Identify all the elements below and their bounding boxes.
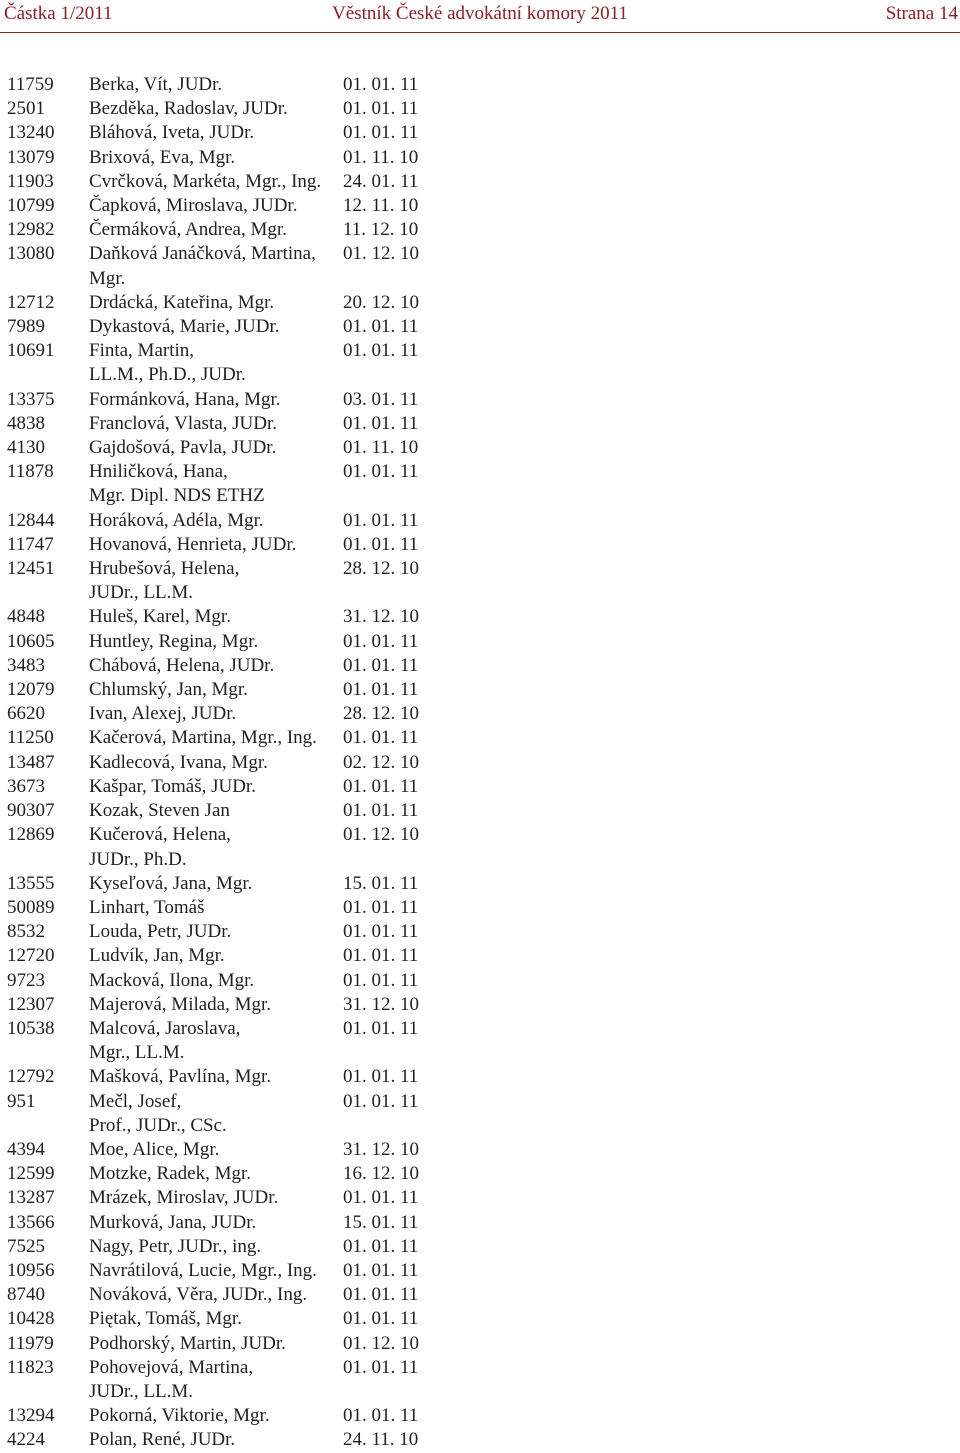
list-item xyxy=(0,630,960,654)
entry-date: 16. 12. 10 xyxy=(343,1163,419,1185)
attorney-name xyxy=(89,1283,329,1307)
attorney-name-line: Franclová, Vlasta, JUDr. xyxy=(89,412,278,434)
registration-number: 12792 xyxy=(7,1066,55,1088)
attorney-name xyxy=(89,533,329,557)
list-item xyxy=(0,1307,960,1331)
attorney-name-line: Polan, René, JUDr. xyxy=(89,1429,236,1451)
entry-date: 01. 01. 11 xyxy=(343,122,419,144)
attorney-name xyxy=(89,73,329,97)
registration-number: 4394 xyxy=(7,1138,45,1160)
attorney-name xyxy=(89,920,329,944)
registration-number: 13566 xyxy=(7,1211,55,1233)
entry-date: 01. 01. 11 xyxy=(343,1187,419,1209)
entry-date: 02. 12. 10 xyxy=(343,751,419,773)
list-item xyxy=(0,1283,960,1307)
attorney-name-line: Mečl, Josef, xyxy=(89,1090,182,1112)
attorney-name-line: Motzke, Radek, Mgr. xyxy=(89,1163,252,1185)
entry-date: 01. 01. 11 xyxy=(343,1259,419,1281)
attorney-name-line: Hrubešová, Helena, xyxy=(89,558,240,580)
registration-number: 4224 xyxy=(7,1429,45,1451)
attorney-name-line: Mgr. xyxy=(89,267,126,289)
attorney-name xyxy=(89,460,329,508)
list-item xyxy=(0,969,960,993)
registration-number: 4838 xyxy=(7,412,45,434)
attorney-name xyxy=(89,291,329,315)
attorney-name xyxy=(89,872,329,896)
registration-number: 10799 xyxy=(7,195,55,217)
attorney-name-line: Mrázek, Miroslav, JUDr. xyxy=(89,1187,279,1209)
list-item xyxy=(0,944,960,968)
registration-number: 13555 xyxy=(7,872,55,894)
attorney-name-line: Kašpar, Tomáš, JUDr. xyxy=(89,775,256,797)
entry-date: 28. 12. 10 xyxy=(343,703,419,725)
attorney-name xyxy=(89,896,329,920)
entry-date: 24. 01. 11 xyxy=(343,170,419,192)
attorney-name-line: Hovanová, Henrieta, JUDr. xyxy=(89,533,297,555)
list-item xyxy=(0,751,960,775)
attorney-name-line: Čermáková, Andrea, Mgr. xyxy=(89,219,287,241)
entry-date: 01. 01. 11 xyxy=(343,1235,419,1257)
registration-number: 7989 xyxy=(7,316,45,338)
attorney-name-line: Pokorná, Viktorie, Mgr. xyxy=(89,1405,270,1427)
registration-number: 90307 xyxy=(7,800,55,822)
list-item xyxy=(0,1090,960,1138)
list-item xyxy=(0,1211,960,1235)
attorney-name xyxy=(89,605,329,629)
registration-number: 12451 xyxy=(7,558,55,580)
attorney-name-line: Navrátilová, Lucie, Mgr., Ing. xyxy=(89,1259,317,1281)
list-item xyxy=(0,509,960,533)
list-item xyxy=(0,993,960,1017)
registration-number: 12599 xyxy=(7,1163,55,1185)
registration-number: 8740 xyxy=(7,1284,45,1306)
attorney-name-line: Drdácká, Kateřina, Mgr. xyxy=(89,291,275,313)
attorney-name-line: Kadlecová, Ivana, Mgr. xyxy=(89,751,268,773)
entry-date: 01. 01. 11 xyxy=(343,1356,419,1378)
attorney-name-line: JUDr., Ph.D. xyxy=(89,848,187,870)
attorney-name xyxy=(89,170,329,194)
attorney-name xyxy=(89,630,329,654)
attorney-name xyxy=(89,218,329,242)
entry-date: 01. 11. 10 xyxy=(343,146,419,168)
list-item xyxy=(0,1138,960,1162)
attorney-name xyxy=(89,823,329,871)
attorney-name-line: Berka, Vít, JUDr. xyxy=(89,74,223,95)
attorney-name-line: JUDr., LL.M. xyxy=(89,1380,193,1402)
attorney-name-line: LL.M., Ph.D., JUDr. xyxy=(89,364,246,386)
attorney-name xyxy=(89,1332,329,1356)
list-item xyxy=(0,242,960,290)
attorney-name-line: Linhart, Tomáš xyxy=(89,896,205,918)
attorney-name-line: Huleš, Karel, Mgr. xyxy=(89,606,231,628)
registration-number: 13240 xyxy=(7,122,55,144)
attorney-name xyxy=(89,1186,329,1210)
attorney-name xyxy=(89,97,329,121)
list-item xyxy=(0,1162,960,1186)
registration-number: 12720 xyxy=(7,945,55,967)
attorney-name xyxy=(89,1211,329,1235)
registration-number: 50089 xyxy=(7,896,55,918)
attorney-name xyxy=(89,339,329,387)
attorney-name-line: Cvrčková, Markéta, Mgr., Ing. xyxy=(89,170,322,192)
entry-date: 01. 01. 11 xyxy=(343,921,419,943)
attorney-name xyxy=(89,1138,329,1162)
list-item xyxy=(0,557,960,605)
entry-date: 01. 01. 11 xyxy=(343,727,419,749)
attorney-name-line: Hniličková, Hana, xyxy=(89,461,228,483)
attorney-name xyxy=(89,751,329,775)
attorney-name-line: Prof., JUDr., CSc. xyxy=(89,1114,227,1136)
list-item xyxy=(0,1332,960,1356)
registration-number: 10538 xyxy=(7,1017,55,1039)
entry-list xyxy=(0,73,960,1453)
issue-number: Částka 1/2011 xyxy=(4,3,113,24)
entry-date: 01. 01. 11 xyxy=(343,1017,419,1039)
attorney-name xyxy=(89,315,329,339)
attorney-name-line: Moe, Alice, Mgr. xyxy=(89,1138,220,1160)
attorney-name-line: Macková, Ilona, Mgr. xyxy=(89,969,255,991)
attorney-name xyxy=(89,146,329,170)
list-item xyxy=(0,726,960,750)
attorney-name-line: Bláhová, Iveta, JUDr. xyxy=(89,122,255,144)
entry-date: 01. 01. 11 xyxy=(343,461,419,483)
entry-date: 31. 12. 10 xyxy=(343,1138,419,1160)
registration-number: 13294 xyxy=(7,1405,55,1427)
attorney-name xyxy=(89,557,329,605)
registration-number: 11250 xyxy=(7,727,54,749)
registration-number: 8532 xyxy=(7,921,45,943)
attorney-name xyxy=(89,509,329,533)
list-item xyxy=(0,1017,960,1065)
registration-number: 11979 xyxy=(7,1332,54,1354)
entry-date: 01. 12. 10 xyxy=(343,1332,419,1354)
list-item xyxy=(0,291,960,315)
entry-date: 28. 12. 10 xyxy=(343,558,419,580)
list-item xyxy=(0,121,960,145)
entry-date: 01. 01. 11 xyxy=(343,1066,419,1088)
header-divider xyxy=(0,32,960,33)
list-item xyxy=(0,388,960,412)
attorney-name xyxy=(89,1017,329,1065)
list-item xyxy=(0,533,960,557)
list-item xyxy=(0,654,960,678)
attorney-name xyxy=(89,775,329,799)
attorney-name-line: Piętak, Tomáš, Mgr. xyxy=(89,1308,242,1330)
list-item xyxy=(0,1356,960,1404)
attorney-name-line: Murková, Jana, JUDr. xyxy=(89,1211,257,1233)
entry-date: 24. 11. 10 xyxy=(343,1429,419,1451)
list-item xyxy=(0,872,960,896)
attorney-name-line: Formánková, Hana, Mgr. xyxy=(89,388,281,410)
list-item xyxy=(0,315,960,339)
list-item xyxy=(0,412,960,436)
list-item xyxy=(0,799,960,823)
entry-date: 12. 11. 10 xyxy=(343,195,419,217)
registration-number: 13375 xyxy=(7,388,55,410)
registration-number: 11878 xyxy=(7,461,54,483)
attorney-name xyxy=(89,388,329,412)
page-header xyxy=(0,0,960,30)
registration-number: 13487 xyxy=(7,751,55,773)
registration-number: 6620 xyxy=(7,703,45,725)
entry-date: 01. 01. 11 xyxy=(343,316,419,338)
registration-number: 10605 xyxy=(7,630,55,652)
entry-date: 01. 01. 11 xyxy=(343,1284,419,1306)
registration-number: 11903 xyxy=(7,170,54,192)
registration-number: 2501 xyxy=(7,98,45,120)
list-item xyxy=(0,678,960,702)
attorney-name xyxy=(89,702,329,726)
list-item xyxy=(0,97,960,121)
attorney-name xyxy=(89,993,329,1017)
entry-date: 01. 01. 11 xyxy=(343,679,419,701)
entry-date: 01. 01. 11 xyxy=(343,1090,419,1112)
registration-number: 4848 xyxy=(7,606,45,628)
entry-date: 01. 01. 11 xyxy=(343,533,419,555)
registration-number: 13080 xyxy=(7,243,55,265)
list-item xyxy=(0,339,960,387)
attorney-name xyxy=(89,242,329,290)
list-item xyxy=(0,218,960,242)
registration-number: 12307 xyxy=(7,993,55,1015)
attorney-name xyxy=(89,1356,329,1404)
attorney-name-line: Mgr., LL.M. xyxy=(89,1042,185,1064)
entry-date: 01. 01. 11 xyxy=(343,654,419,676)
entry-date: 01. 01. 11 xyxy=(343,98,419,120)
attorney-name-line: Daňková Janáčková, Martina, xyxy=(89,243,316,265)
attorney-name-line: Čapková, Miroslava, JUDr. xyxy=(89,195,298,217)
attorney-name xyxy=(89,799,329,823)
entry-date: 15. 01. 11 xyxy=(343,1211,419,1233)
entry-date: 01. 01. 11 xyxy=(343,630,419,652)
attorney-name-line: Kučerová, Helena, xyxy=(89,824,231,846)
entry-date: 15. 01. 11 xyxy=(343,872,419,894)
registration-number: 3673 xyxy=(7,775,45,797)
attorney-name-line: Chlumský, Jan, Mgr. xyxy=(89,679,248,701)
attorney-name-line: Mašková, Pavlína, Mgr. xyxy=(89,1066,272,1088)
registration-number: 9723 xyxy=(7,969,45,991)
list-item xyxy=(0,146,960,170)
attorney-name-line: Majerová, Milada, Mgr. xyxy=(89,993,272,1015)
list-item xyxy=(0,1235,960,1259)
registration-number: 12079 xyxy=(7,679,55,701)
list-item xyxy=(0,823,960,871)
attorney-name xyxy=(89,1235,329,1259)
entry-date: 01. 01. 11 xyxy=(343,1405,419,1427)
entry-date: 01. 01. 11 xyxy=(343,412,419,434)
list-item xyxy=(0,1428,960,1452)
list-item xyxy=(0,460,960,508)
registration-number: 3483 xyxy=(7,654,45,676)
registration-number: 951 xyxy=(7,1090,36,1112)
attorney-name xyxy=(89,1428,329,1452)
attorney-name xyxy=(89,726,329,750)
registration-number: 11747 xyxy=(7,533,54,555)
attorney-name xyxy=(89,654,329,678)
entry-date: 01. 01. 11 xyxy=(343,340,419,362)
attorney-name xyxy=(89,1404,329,1428)
entry-date: 01. 01. 11 xyxy=(343,800,419,822)
attorney-name-line: Dykastová, Marie, JUDr. xyxy=(89,316,280,338)
registration-number: 11759 xyxy=(7,74,54,95)
entry-date: 03. 01. 11 xyxy=(343,388,419,410)
attorney-name xyxy=(89,1090,329,1138)
attorney-name xyxy=(89,944,329,968)
list-item xyxy=(0,605,960,629)
attorney-name-line: Nováková, Věra, JUDr., Ing. xyxy=(89,1284,308,1306)
publication-title: Věstník České advokátní komory 2011 xyxy=(332,3,628,24)
attorney-name-line: JUDr., LL.M. xyxy=(89,582,193,604)
list-item xyxy=(0,436,960,460)
entry-date: 01. 01. 11 xyxy=(343,945,419,967)
list-item xyxy=(0,896,960,920)
registration-number: 7525 xyxy=(7,1235,45,1257)
attorney-name-line: Huntley, Regina, Mgr. xyxy=(89,630,259,652)
attorney-name-line: Kozak, Steven Jan xyxy=(89,800,230,822)
attorney-name xyxy=(89,1259,329,1283)
attorney-name xyxy=(89,1307,329,1331)
attorney-name-line: Bezděka, Radoslav, JUDr. xyxy=(89,98,288,120)
list-item xyxy=(0,1259,960,1283)
attorney-name-line: Louda, Petr, JUDr. xyxy=(89,921,232,943)
registration-number: 12982 xyxy=(7,219,55,241)
entry-date: 01. 12. 10 xyxy=(343,824,419,846)
attorney-name-line: Nagy, Petr, JUDr., ing. xyxy=(89,1235,262,1257)
registration-number: 4130 xyxy=(7,437,45,459)
entry-date: 01. 01. 11 xyxy=(343,775,419,797)
entry-date: 01. 01. 11 xyxy=(343,1308,419,1330)
entry-date: 20. 12. 10 xyxy=(343,291,419,313)
list-item xyxy=(0,1186,960,1210)
entry-date: 01. 11. 10 xyxy=(343,437,419,459)
registration-number: 13287 xyxy=(7,1187,55,1209)
attorney-name-line: Kyseľová, Jana, Mgr. xyxy=(89,872,253,894)
attorney-name xyxy=(89,121,329,145)
attorney-name xyxy=(89,1065,329,1089)
entry-date: 01. 01. 11 xyxy=(343,896,419,918)
attorney-name-line: Podhorský, Martin, JUDr. xyxy=(89,1332,286,1354)
entry-date: 31. 12. 10 xyxy=(343,606,419,628)
attorney-name xyxy=(89,969,329,993)
attorney-name-line: Gajdošová, Pavla, JUDr. xyxy=(89,437,277,459)
entry-date: 01. 01. 11 xyxy=(343,74,419,95)
attorney-name-line: Brixová, Eva, Mgr. xyxy=(89,146,236,168)
attorney-name-line: Finta, Martin, xyxy=(89,340,195,362)
registration-number: 10428 xyxy=(7,1308,55,1330)
registration-number: 12869 xyxy=(7,824,55,846)
attorney-name-line: Mgr. Dipl. NDS ETHZ xyxy=(89,485,265,507)
attorney-name-line: Pohovejová, Martina, xyxy=(89,1356,254,1378)
registration-number: 10691 xyxy=(7,340,55,362)
attorney-name-line: Horáková, Adéla, Mgr. xyxy=(89,509,264,531)
list-item xyxy=(0,702,960,726)
attorney-name-line: Ludvík, Jan, Mgr. xyxy=(89,945,225,967)
list-item xyxy=(0,775,960,799)
list-item xyxy=(0,194,960,218)
entry-date: 01. 12. 10 xyxy=(343,243,419,265)
entry-date: 31. 12. 10 xyxy=(343,993,419,1015)
list-item xyxy=(0,1065,960,1089)
list-item xyxy=(0,170,960,194)
attorney-name xyxy=(89,1162,329,1186)
attorney-name xyxy=(89,436,329,460)
attorney-name-line: Kačerová, Martina, Mgr., Ing. xyxy=(89,727,317,749)
list-item xyxy=(0,1404,960,1428)
registration-number: 12712 xyxy=(7,291,55,313)
list-item xyxy=(0,73,960,97)
entry-date: 01. 01. 11 xyxy=(343,509,419,531)
attorney-name-line: Malcová, Jaroslava, xyxy=(89,1017,241,1039)
attorney-name xyxy=(89,412,329,436)
page-number: Strana 14 xyxy=(885,3,958,24)
registration-number: 10956 xyxy=(7,1259,55,1281)
entry-date: 11. 12. 10 xyxy=(343,219,419,241)
entry-date: 01. 01. 11 xyxy=(343,969,419,991)
attorney-name xyxy=(89,678,329,702)
list-item xyxy=(0,920,960,944)
registration-number: 13079 xyxy=(7,146,55,168)
registration-number: 12844 xyxy=(7,509,55,531)
attorney-name-line: Chábová, Helena, JUDr. xyxy=(89,654,275,676)
attorney-name-line: Ivan, Alexej, JUDr. xyxy=(89,703,237,725)
registration-number: 11823 xyxy=(7,1356,54,1378)
attorney-name xyxy=(89,194,329,218)
